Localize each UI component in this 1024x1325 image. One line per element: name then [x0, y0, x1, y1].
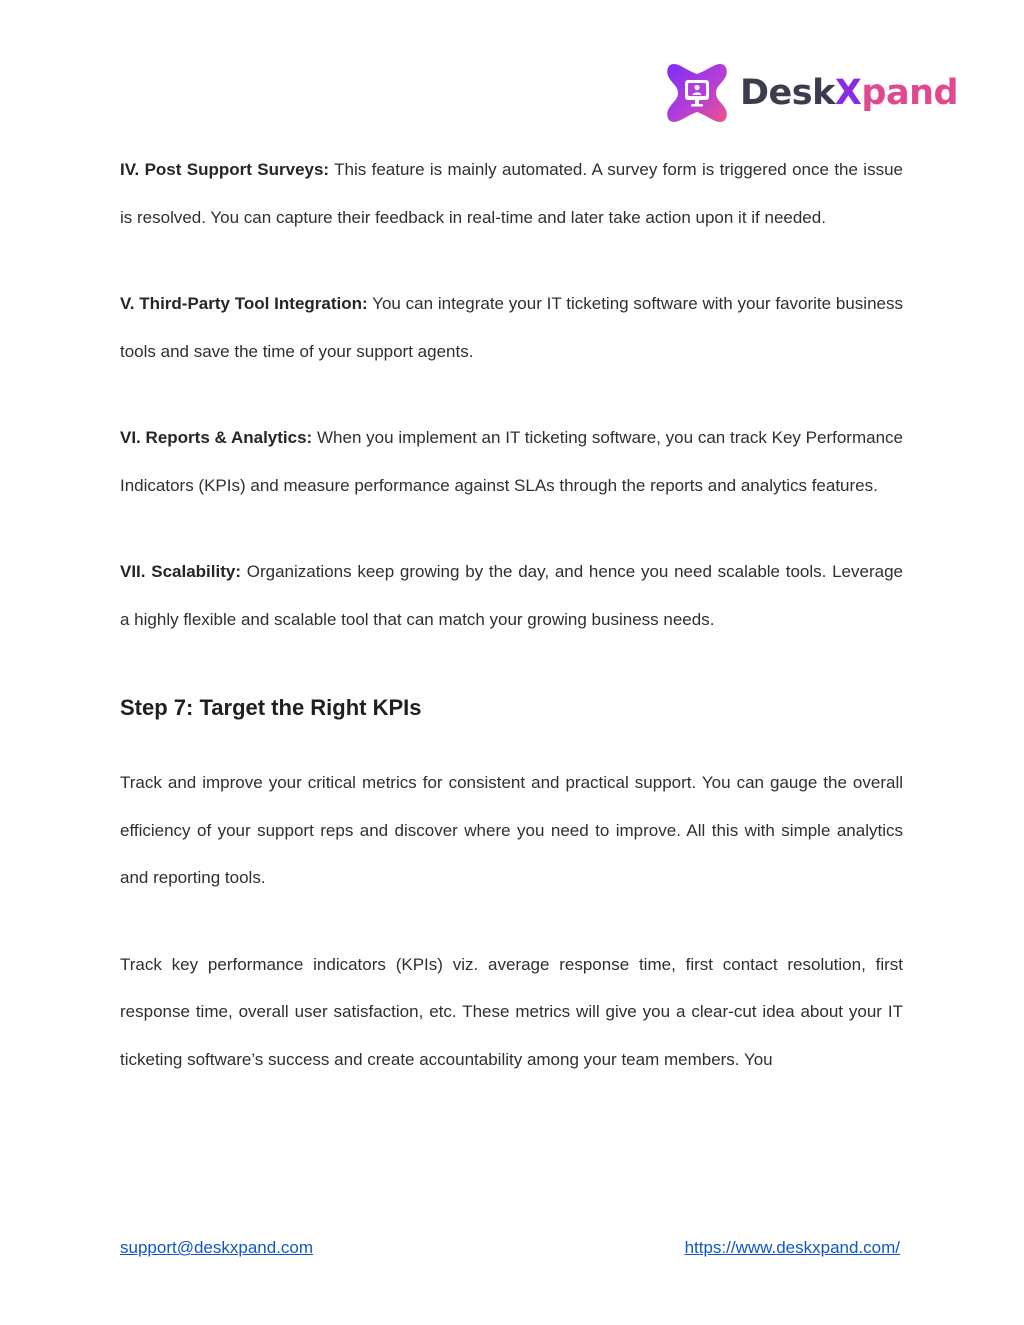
section-heading: VII. Scalability:: [120, 562, 241, 581]
section-heading: IV. Post Support Surveys:: [120, 160, 330, 179]
deskxpand-logo: [664, 60, 958, 126]
support-email-link[interactable]: support@deskxpand.com: [120, 1238, 314, 1257]
section-reports-analytics: [120, 414, 903, 509]
section-post-support-surveys: [120, 146, 903, 241]
logo-text-x: X: [834, 72, 862, 113]
step-heading: Step 7: Target the Right KPIs: [120, 695, 422, 720]
deskxpand-logo-icon: [664, 60, 730, 126]
section-scalability: [120, 548, 903, 643]
section-text: When you implement an IT ticketing software, you can track Key Performance Indicators (KPIs) and measure performance against SLAs through the reports and analytics features.: [120, 428, 903, 495]
section-heading: VI. Reports & Analytics:: [120, 428, 313, 447]
section-text: Organizations keep growing by the day, and hence you need scalable tools. Leverage a highly flexible and scalable tool that can match your growing business needs.: [120, 562, 903, 629]
logo-text-desk: Desk: [740, 72, 835, 113]
section-text: You can integrate your IT ticketing software with your favorite business tools and save the time of your support agents.: [120, 294, 903, 361]
logo-text-pand: pand: [861, 72, 959, 113]
section-text: This feature is mainly automated. A survey form is triggered once the issue is resolved. You can capture their feedback in real-time and later take action upon it if needed.: [120, 160, 903, 227]
logo-wordmark: [740, 72, 959, 113]
section-heading: V. Third-Party Tool Integration:: [120, 294, 368, 313]
step-paragraph: Track key performance indicators (KPIs) viz. average response time, first contact resolution, first response time, overall user satisfaction, etc. These metrics will give you a clear-cut idea about your IT ticketing software’s success and create accountability among your team members. You: [120, 954, 903, 1069]
website-link[interactable]: https://www.deskxpand.com/: [684, 1238, 900, 1257]
section-third-party-integration: [120, 280, 903, 375]
step-paragraph: Track and improve your critical metrics for consistent and practical support. You can gauge the overall efficiency of your support reps and discover where you need to improve. All this with simple analytics and reporting tools.: [120, 773, 903, 887]
document-body: [120, 146, 903, 1083]
